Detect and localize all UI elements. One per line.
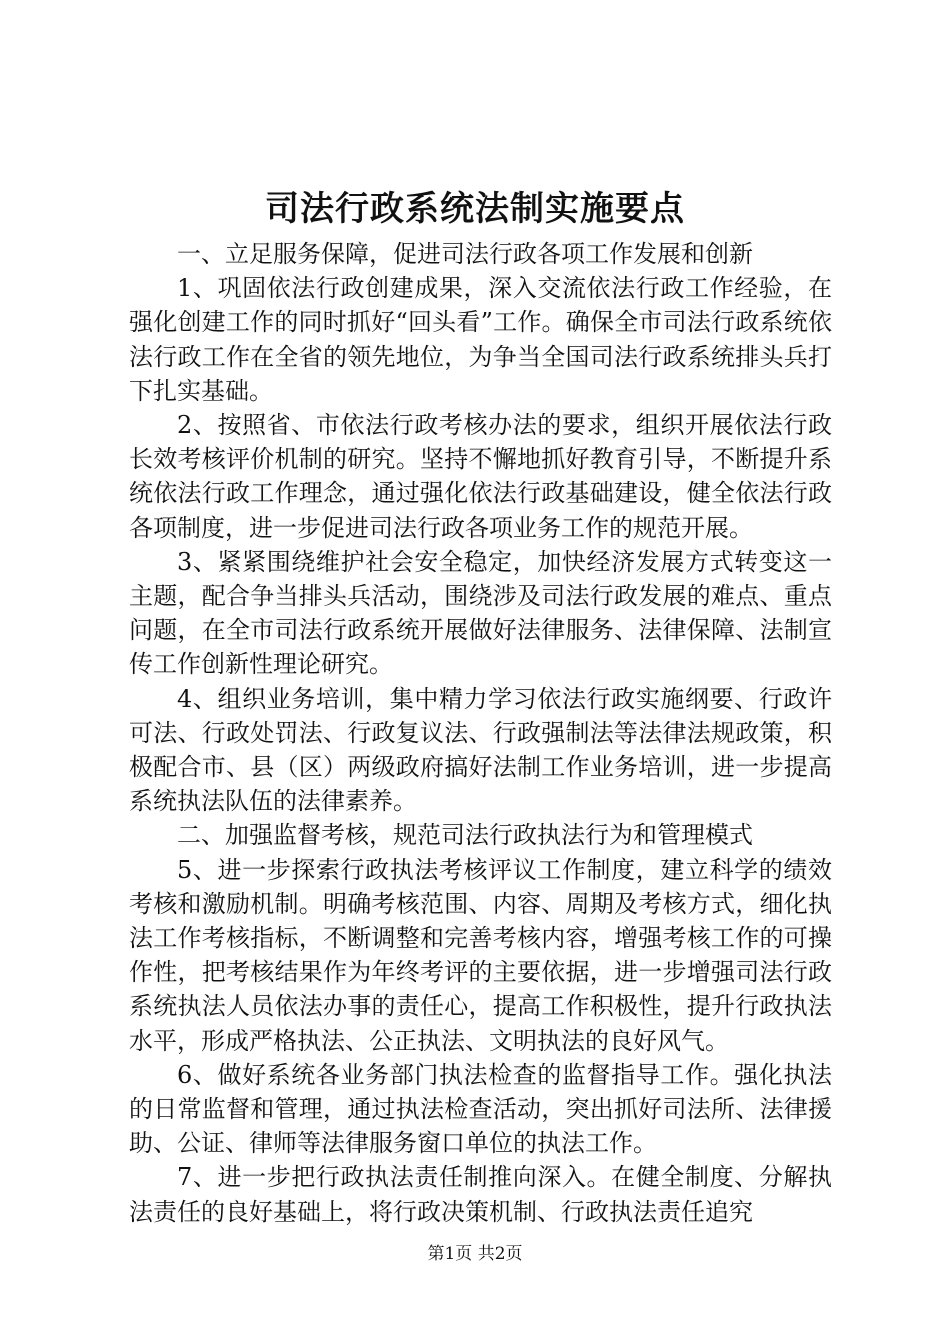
paragraph-4: 4、组织业务培训，集中精力学习依法行政实施纲要、行政许可法、行政处罚法、行政复议法、行政强制法等法律法规政策，积极配合市、县（区）两级政府搞好法制工作业务培训，进一步提高系统执法队伍的法律素养。 bbox=[129, 684, 832, 816]
paragraph-5: 5、进一步探索行政执法考核评议工作制度，建立科学的绩效考核和激励机制。明确考核范围、内容、周期及考核方式，细化执法工作考核指标，不断调整和完善考核内容，增强考核工作的可操作性，把考核结果作为年终考评的主要依据，进一步增强司法行政系统执法人员依法办事的责任心，提高工作积极性，提升行政执法水平，形成严格执法、公正执法、文明执法的良好风气。 bbox=[129, 855, 832, 1055]
paragraph-1: 1、巩固依法行政创建成果，深入交流依法行政工作经验，在强化创建工作的同时抓好“回头看”工作。确保全市司法行政系统依法行政工作在全省的领先地位，为争当全国司法行政系统排头兵打下扎实基础。 bbox=[129, 274, 832, 405]
section-heading-1: 一、立足服务保障，促进司法行政各项工作发展和创新 bbox=[177, 240, 753, 268]
paragraph-3: 3、紧紧围绕维护社会安全稳定，加快经济发展方式转变这一主题，配合争当排头兵活动，围绕涉及司法行政发展的难点、重点问题，在全市司法行政系统开展做好法律服务、法律保障、法制宣传工作创新性理论研究。 bbox=[129, 547, 832, 679]
document-body bbox=[129, 237, 832, 1229]
page-footer: 第1页 共2页 bbox=[427, 1244, 523, 1264]
paragraph-2: 2、按照省、市依法行政考核办法的要求，组织开展依法行政长效考核评价机制的研究。坚持不懈地抓好教育引导，不断提升系统依法行政工作理念，通过强化依法行政基础建设，健全依法行政各项制度，进一步促进司法行政各项业务工作的规范开展。 bbox=[129, 411, 832, 542]
document-title: 司法行政系统法制实施要点 bbox=[265, 189, 685, 229]
section-heading-2: 二、加强监督考核，规范司法行政执法行为和管理模式 bbox=[177, 821, 753, 850]
paragraph-7: 7、进一步把行政执法责任制推向深入。在健全制度、分解执法责任的良好基础上，将行政决策机制、行政执法责任追究 bbox=[129, 1163, 832, 1226]
paragraph-6: 6、做好系统各业务部门执法检查的监督指导工作。强化执法的日常监督和管理，通过执法检查活动，突出抓好司法所、法律援助、公证、律师等法律服务窗口单位的执法工作。 bbox=[129, 1060, 832, 1158]
